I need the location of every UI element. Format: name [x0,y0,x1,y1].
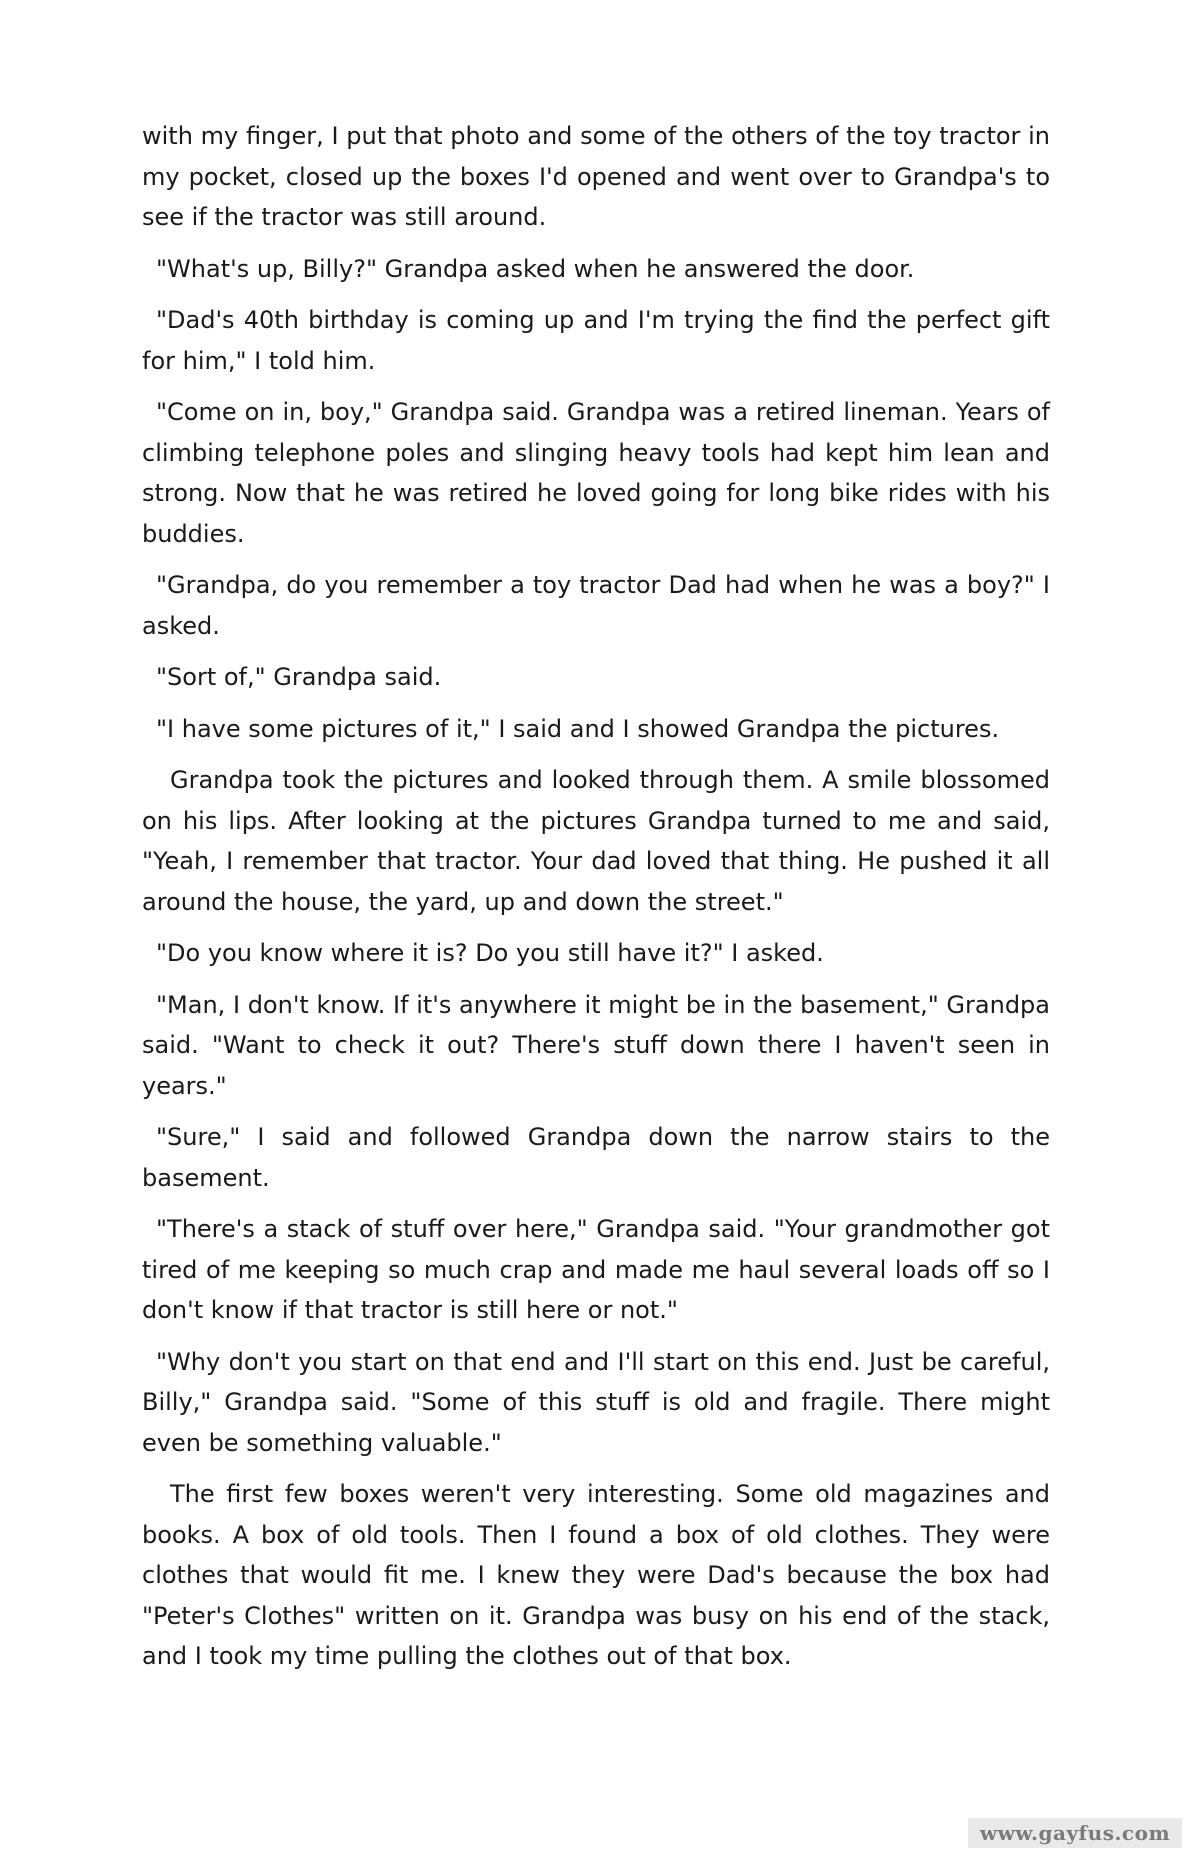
paragraph: "Sure," I said and followed Grandpa down the narrow stairs to the basement. [142,1123,1050,1192]
watermark [968,1818,1182,1848]
paragraph: "Dad's 40th birthday is coming up and I'm trying the find the perfect gift for him," I told him. [142,306,1050,375]
paragraph: "Why don't you start on that end and I'll start on this end. Just be careful, Billy," Grandpa said. "Some of this stuff is old and fragile. There might even be something valuable." [142,1347,1050,1457]
paragraph: "I have some pictures of it," I said and I showed Grandpa the pictures. [156,714,1000,743]
paragraph: "Come on in, boy," Grandpa said. Grandpa was a retired lineman. Years of climbing telephone poles and slinging heavy tools had kept him lean and strong. Now that he was retired he loved going for long bike rides with his buddies. [142,398,1050,548]
paragraph: The first few boxes weren't very interesting. Some old magazines and books. A box of old tools. Then I found a box of old clothes. They were clothes that would fit me. I knew they were Dad's because the box had "Peter's Clothes" written on it. Grandpa was busy on his end of the stack, and I took my time pulling the clothes out of that box. [142,1480,1050,1670]
paragraph: "Man, I don't know. If it's anywhere it might be in the basement," Grandpa said. "Want to check it out? There's stuff down there I haven't seen in years." [142,990,1050,1100]
paragraph: with my finger, I put that photo and some of the others of the toy tractor in my pocket, closed up the boxes I'd opened and went over to Grandpa's to see if the tractor was still around. [142,122,1050,231]
paragraph: "Do you know where it is? Do you still have it?" I asked. [156,939,824,967]
story-text [142,116,1050,1688]
paragraph: Grandpa took the pictures and looked through them. A smile blossomed on his lips. After looking at the pictures Grandpa turned to me and said, "Yeah, I remember that tractor. Your dad loved that thing. He pushed it all around the house, the yard, up and down the street." [142,766,1050,916]
watermark-text: www.gayfus.com [979,1821,1171,1845]
paragraph: "What's up, Billy?" Grandpa asked when he answered the door. [156,254,915,283]
paragraph: "Sort of," Grandpa said. [156,663,442,691]
paragraph: "Grandpa, do you remember a toy tractor Dad had when he was a boy?" I asked. [142,571,1050,640]
paragraph: "There's a stack of stuff over here," Grandpa said. "Your grandmother got tired of me keeping so much crap and made me haul several loads off so I don't know if that tractor is still here or not." [142,1215,1050,1324]
